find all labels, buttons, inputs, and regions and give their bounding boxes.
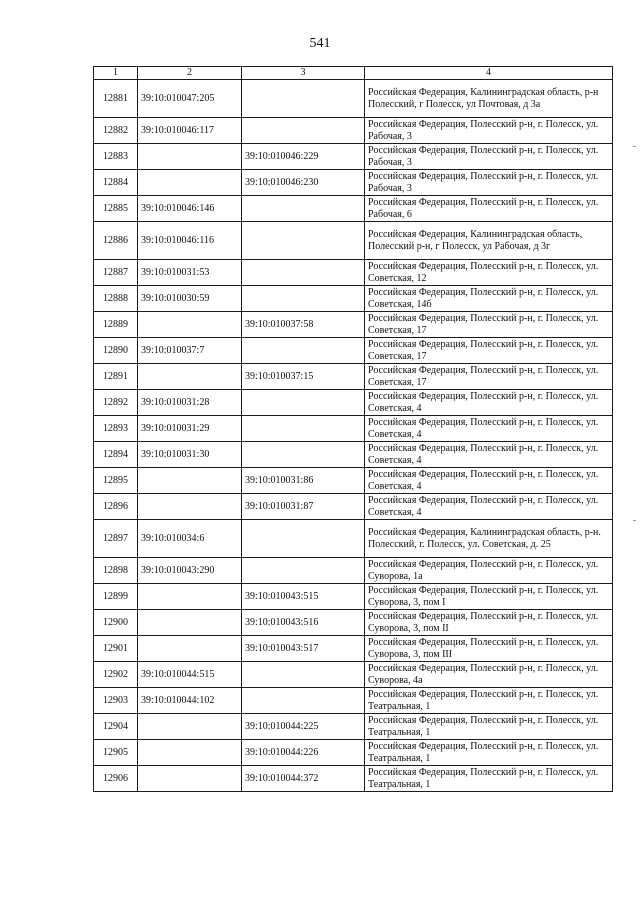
- address-cell: Российская Федерация, Полесский р-н, г. Полесск, ул. Театральная, 1: [365, 740, 613, 766]
- address-cell: Российская Федерация, Полесский р-н, г. Полесск, ул. Театральная, 1: [365, 714, 613, 740]
- record-number-cell: 12892: [94, 390, 138, 416]
- cadastral-number-cell: [138, 766, 242, 792]
- address-cell: Российская Федерация, Полесский р-н, г. Полесск, ул. Суворова, 3, пом II: [365, 610, 613, 636]
- premises-cadastral-number-cell: [242, 442, 365, 468]
- cadastral-number-cell: [138, 610, 242, 636]
- cadastral-number-cell: [138, 494, 242, 520]
- record-number-cell: 12886: [94, 222, 138, 260]
- address-cell: Российская Федерация, Полесский р-н, г. Полесск, ул. Советская, 14б: [365, 286, 613, 312]
- cadastral-number-cell: [138, 144, 242, 170]
- page-number: 541: [309, 36, 331, 51]
- address-cell: Российская Федерация, Полесский р-н, г. Полесск, ул. Советская, 4: [365, 494, 613, 520]
- record-number-cell: 12901: [94, 636, 138, 662]
- address-cell: Российская Федерация, Полесский р-н, г. Полесск, ул. Суворова, 4а: [365, 662, 613, 688]
- record-number-cell: 12906: [94, 766, 138, 792]
- table-header-row: [94, 67, 613, 80]
- record-number-cell: 12883: [94, 144, 138, 170]
- cadastral-number-cell: 39:10:010030:59: [138, 286, 242, 312]
- address-cell: Российская Федерация, Полесский р-н, г. Полесск, ул. Театральная, 1: [365, 688, 613, 714]
- premises-cadastral-number-cell: [242, 222, 365, 260]
- address-cell: Российская Федерация, Полесский р-н, г. Полесск, ул. Советская, 4: [365, 390, 613, 416]
- address-cell: Российская Федерация, Полесский р-н, г. Полесск, ул. Рабочая, 3: [365, 144, 613, 170]
- table-row: [94, 494, 613, 520]
- address-cell: Российская Федерация, Полесский р-н, г. Полесск, ул. Рабочая, 6: [365, 196, 613, 222]
- address-cell: Российская Федерация, Полесский р-н, г. Полесск, ул. Советская, 4: [365, 442, 613, 468]
- column-header: 2: [138, 67, 242, 80]
- table-row: [94, 338, 613, 364]
- premises-cadastral-number-cell: [242, 688, 365, 714]
- address-cell: Российская Федерация, Полесский р-н, г. Полесск, ул. Рабочая, 3: [365, 118, 613, 144]
- record-number-cell: 12894: [94, 442, 138, 468]
- address-cell: Российская Федерация, Полесский р-н, г. Полесск, ул. Советская, 4: [365, 468, 613, 494]
- premises-cadastral-number-cell: [242, 286, 365, 312]
- table-row: [94, 196, 613, 222]
- address-cell: Российская Федерация, Полесский р-н, г. Полесск, ул. Суворова, 3, пом III: [365, 636, 613, 662]
- premises-cadastral-number-cell: 39:10:010046:230: [242, 170, 365, 196]
- record-number-cell: 12889: [94, 312, 138, 338]
- record-number-cell: 12893: [94, 416, 138, 442]
- table-row: [94, 714, 613, 740]
- cadastral-number-cell: [138, 584, 242, 610]
- table-row: [94, 636, 613, 662]
- table-row: [94, 390, 613, 416]
- table-row: [94, 144, 613, 170]
- premises-cadastral-number-cell: [242, 196, 365, 222]
- cadastral-number-cell: [138, 740, 242, 766]
- address-cell: Российская Федерация, Полесский р-н, г. Полесск, ул. Советская, 12: [365, 260, 613, 286]
- cadastral-number-cell: 39:10:010031:30: [138, 442, 242, 468]
- table-row: [94, 610, 613, 636]
- address-cell: Российская Федерация, Калининградская область, р-н. Полесский, г. Полесск, ул. Советская, д. 25: [365, 520, 613, 558]
- record-number-cell: 12900: [94, 610, 138, 636]
- cadastral-number-cell: 39:10:010044:102: [138, 688, 242, 714]
- premises-cadastral-number-cell: [242, 260, 365, 286]
- record-number-cell: 12888: [94, 286, 138, 312]
- premises-cadastral-number-cell: 39:10:010044:225: [242, 714, 365, 740]
- table-row: [94, 80, 613, 118]
- premises-cadastral-number-cell: 39:10:010031:86: [242, 468, 365, 494]
- record-number-cell: 12899: [94, 584, 138, 610]
- cadastral-number-cell: 39:10:010034:6: [138, 520, 242, 558]
- record-number-cell: 12885: [94, 196, 138, 222]
- record-number-cell: 12896: [94, 494, 138, 520]
- table-row: [94, 468, 613, 494]
- premises-cadastral-number-cell: 39:10:010043:516: [242, 610, 365, 636]
- table-row: [94, 740, 613, 766]
- address-cell: Российская Федерация, Полесский р-н, г. Полесск, ул. Советская, 17: [365, 364, 613, 390]
- premises-cadastral-number-cell: [242, 118, 365, 144]
- table-row: [94, 222, 613, 260]
- cadastral-number-cell: 39:10:010037:7: [138, 338, 242, 364]
- cadastral-number-cell: [138, 636, 242, 662]
- cadastral-number-cell: [138, 312, 242, 338]
- table-row: [94, 688, 613, 714]
- premises-cadastral-number-cell: [242, 558, 365, 584]
- premises-cadastral-number-cell: 39:10:010043:517: [242, 636, 365, 662]
- premises-cadastral-number-cell: 39:10:010043:515: [242, 584, 365, 610]
- premises-cadastral-number-cell: [242, 338, 365, 364]
- address-cell: Российская Федерация, Полесский р-н, г. Полесск, ул. Рабочая, 3: [365, 170, 613, 196]
- record-number-cell: 12902: [94, 662, 138, 688]
- cadastral-number-cell: [138, 170, 242, 196]
- address-cell: Российская Федерация, Калининградская область, р-н Полесский, г Полесск, ул Почтовая, д 3а: [365, 80, 613, 118]
- premises-cadastral-number-cell: 39:10:010037:15: [242, 364, 365, 390]
- table-row: [94, 584, 613, 610]
- table-row: [94, 416, 613, 442]
- premises-cadastral-number-cell: 39:10:010031:87: [242, 494, 365, 520]
- address-cell: Российская Федерация, Полесский р-н, г. Полесск, ул. Советская, 17: [365, 312, 613, 338]
- cadastral-number-cell: 39:10:010046:116: [138, 222, 242, 260]
- address-cell: Российская Федерация, Калининградская область, Полесский р-н, г Полесск, ул Рабочая, д 3г: [365, 222, 613, 260]
- premises-cadastral-number-cell: [242, 662, 365, 688]
- cadastral-number-cell: 39:10:010031:28: [138, 390, 242, 416]
- record-number-cell: 12881: [94, 80, 138, 118]
- table-row: [94, 662, 613, 688]
- record-number-cell: 12890: [94, 338, 138, 364]
- premises-cadastral-number-cell: [242, 416, 365, 442]
- column-header: 3: [242, 67, 365, 80]
- table-row: [94, 260, 613, 286]
- table-row: [94, 442, 613, 468]
- record-number-cell: 12904: [94, 714, 138, 740]
- table-row: [94, 520, 613, 558]
- record-number-cell: 12884: [94, 170, 138, 196]
- address-cell: Российская Федерация, Полесский р-н, г. Полесск, ул. Суворова, 3, пом I: [365, 584, 613, 610]
- address-cell: Российская Федерация, Полесский р-н, г. Полесск, ул. Театральная, 1: [365, 766, 613, 792]
- record-number-cell: 12882: [94, 118, 138, 144]
- table-row: [94, 118, 613, 144]
- cadastral-number-cell: [138, 714, 242, 740]
- record-number-cell: 12891: [94, 364, 138, 390]
- premises-cadastral-number-cell: 39:10:010037:58: [242, 312, 365, 338]
- margin-mark: [633, 520, 636, 521]
- cadastral-number-cell: 39:10:010031:53: [138, 260, 242, 286]
- margin-mark: [633, 146, 636, 147]
- table-row: [94, 312, 613, 338]
- record-number-cell: 12903: [94, 688, 138, 714]
- table-row: [94, 170, 613, 196]
- cadastral-number-cell: 39:10:010044:515: [138, 662, 242, 688]
- record-number-cell: 12887: [94, 260, 138, 286]
- address-cell: Российская Федерация, Полесский р-н, г. Полесск, ул. Советская, 4: [365, 416, 613, 442]
- record-number-cell: 12897: [94, 520, 138, 558]
- premises-cadastral-number-cell: [242, 520, 365, 558]
- column-header: 4: [365, 67, 613, 80]
- cadastral-number-cell: 39:10:010046:146: [138, 196, 242, 222]
- cadastral-number-cell: 39:10:010047:205: [138, 80, 242, 118]
- table-row: [94, 766, 613, 792]
- premises-cadastral-number-cell: 39:10:010046:229: [242, 144, 365, 170]
- cadastral-number-cell: 39:10:010043:290: [138, 558, 242, 584]
- cadastral-number-cell: 39:10:010031:29: [138, 416, 242, 442]
- registry-table: [93, 66, 613, 792]
- table-row: [94, 364, 613, 390]
- record-number-cell: 12898: [94, 558, 138, 584]
- address-cell: Российская Федерация, Полесский р-н, г. Полесск, ул. Суворова, 1а: [365, 558, 613, 584]
- cadastral-number-cell: [138, 364, 242, 390]
- cadastral-number-cell: [138, 468, 242, 494]
- table-row: [94, 286, 613, 312]
- premises-cadastral-number-cell: [242, 80, 365, 118]
- premises-cadastral-number-cell: [242, 390, 365, 416]
- record-number-cell: 12895: [94, 468, 138, 494]
- premises-cadastral-number-cell: 39:10:010044:372: [242, 766, 365, 792]
- record-number-cell: 12905: [94, 740, 138, 766]
- column-header: 1: [94, 67, 138, 80]
- table-row: [94, 558, 613, 584]
- address-cell: Российская Федерация, Полесский р-н, г. Полесск, ул. Советская, 17: [365, 338, 613, 364]
- premises-cadastral-number-cell: 39:10:010044:226: [242, 740, 365, 766]
- cadastral-number-cell: 39:10:010046:117: [138, 118, 242, 144]
